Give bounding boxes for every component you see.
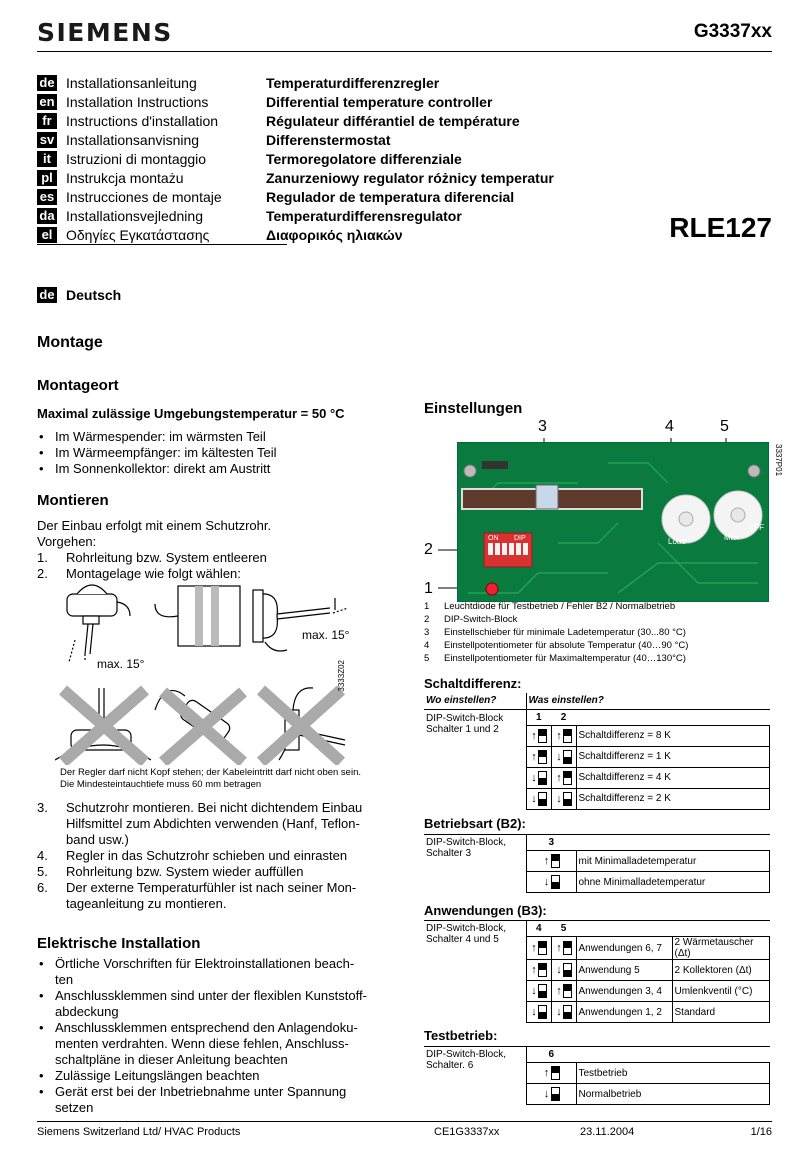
footer-date: 23.11.2004 (580, 1126, 635, 1138)
step-number: 4. (37, 848, 48, 863)
lang-title: Installationsvejledning (66, 207, 203, 224)
arrow-down-icon: ↓ (531, 1006, 537, 1018)
board-label-off: OFF (748, 523, 764, 532)
arrow-up-icon: ↑ (556, 985, 562, 997)
testbetrieb-heading: Testbetrieb: (424, 1028, 498, 1043)
lang-subtitle: Temperaturdifferenzregler (266, 74, 440, 91)
application-text: Anwendungen 6, 7 (576, 937, 672, 960)
application-desc: Umlenkventil (°C) (672, 981, 770, 1002)
col-switch-2: 2 (560, 711, 567, 723)
lang-subtitle: Termoregolatore differenziale (266, 150, 462, 167)
switch-on-icon (538, 963, 547, 977)
where-cell (424, 709, 526, 809)
switch-off-icon (551, 875, 560, 889)
lang-row-fr (37, 111, 597, 130)
board-legend (424, 600, 770, 665)
arrow-up-icon: ↑ (531, 942, 537, 954)
lang-title: Installationsanleitung (66, 74, 197, 91)
lang-code: de (37, 287, 57, 303)
caption-line: Die Mindesteintauchtiefe muss 60 mm betragen (60, 779, 262, 790)
board-label-dip: DIP (514, 535, 526, 542)
mount-wrong-1 (55, 688, 151, 762)
step-number: 6. (37, 880, 48, 895)
switch-on-icon (563, 984, 572, 998)
step-item (37, 800, 372, 848)
callout-3: 3 (538, 418, 547, 435)
mount-correct-1 (67, 585, 130, 662)
lang-subtitle: Differential temperature controller (266, 93, 493, 110)
ort-list (37, 429, 397, 477)
fig-caption (60, 767, 400, 791)
lang-code: sv (37, 132, 57, 148)
step-text: Montagelage wie folgt wählen: (66, 566, 241, 581)
callout-4: 4 (665, 418, 674, 435)
montage-heading: Montage (37, 334, 103, 351)
where-cell (424, 1047, 526, 1105)
switch-on-icon (563, 941, 572, 955)
col-head-what: Was einstellen? (526, 693, 770, 709)
legend-number: 5 (424, 653, 430, 664)
arrow-down-icon: ↓ (531, 985, 537, 997)
where-cell (424, 921, 526, 1023)
legend-item (424, 652, 770, 665)
legend-text: Einstellschieber für minimale Ladetemperatur (30...80 °C) (444, 627, 686, 638)
mount-correct-2 (155, 586, 240, 646)
board-label-max: Max (724, 533, 740, 542)
lang-code: pl (37, 170, 57, 186)
setting-text: mit Minimalladetemperatur (576, 851, 770, 872)
steps-list-a (37, 550, 397, 582)
header-rule (37, 51, 772, 52)
lang-title: Οδηγίες Εγκατάστασης (66, 226, 210, 243)
application-text: Anwendungen 1, 2 (576, 1002, 672, 1023)
mount-wrong-3 (261, 688, 345, 762)
where-line: DIP-Switch-Block, (426, 1049, 507, 1060)
switch-off-icon (563, 750, 572, 764)
application-text: Anwendung 5 (576, 960, 672, 981)
legend-item (424, 626, 770, 639)
switch-off-icon (538, 984, 547, 998)
siemens-logo: SIEMENS (37, 18, 173, 47)
lang-title: Installationsanvisning (66, 131, 200, 148)
model-number: RLE127 (669, 212, 772, 243)
where-line: Schalter 4 und 5 (426, 934, 499, 945)
col-switch-5: 5 (560, 923, 567, 934)
arrow-down-icon: ↓ (556, 964, 562, 976)
lang-code: da (37, 208, 57, 224)
anwendungen-table (424, 920, 770, 1023)
schaltdifferenz-table (424, 693, 770, 810)
where-line: Schalter 3 (426, 848, 472, 859)
lang-code: it (37, 151, 57, 167)
switch-on-icon (538, 750, 547, 764)
board-code: 3337P01 (774, 444, 783, 477)
list-item: • Zulässige Leitungslängen beachten (37, 1068, 372, 1084)
step-item (37, 880, 372, 912)
step-number: 2. (37, 566, 48, 581)
setting-text: Schaltdifferenz = 8 K (576, 725, 770, 746)
arrow-up-icon: ↑ (531, 729, 537, 742)
where-line: DIP-Switch-Block, (426, 923, 507, 934)
switch-off-icon (563, 792, 572, 806)
switch-off-icon (551, 1087, 560, 1101)
list-item: • Im Wärmespender: im wärmsten Teil (37, 429, 397, 445)
lang-row-da (37, 206, 597, 225)
step-number: 3. (37, 800, 48, 815)
application-desc: 2 Kollektoren (Δt) (672, 960, 770, 981)
application-text: Anwendungen 3, 4 (576, 981, 672, 1002)
montieren-heading: Montieren (37, 492, 109, 509)
arrow-up-icon: ↑ (531, 750, 537, 763)
lang-title: Instrucciones de montaje (66, 188, 222, 205)
lang-title: Instructions d'installation (66, 112, 219, 129)
circuit-board-photo (457, 442, 769, 602)
where-line: Schalter. 6 (426, 1060, 474, 1071)
switch-off-icon (563, 963, 572, 977)
mount-wrong-2 (155, 690, 243, 762)
col-switch-4: 4 (526, 921, 551, 937)
where-line: DIP-Switch-Block, (426, 837, 507, 848)
max-temp-text: Maximal zulässige Umgebungstemperatur = 50 °C (37, 406, 345, 421)
step-text: Rohrleitung bzw. System wieder auffüllen (66, 864, 304, 879)
arrow-down-icon: ↓ (543, 1088, 550, 1100)
list-item: • Örtliche Vorschriften für Elektroinstallationen beach-ten (37, 956, 372, 988)
arrow-up-icon: ↑ (543, 855, 550, 867)
switch-on-icon (538, 941, 547, 955)
col-switch-6: 6 (526, 1047, 576, 1063)
setting-text: Schaltdifferenz = 4 K (576, 767, 770, 788)
step-number: 5. (37, 864, 48, 879)
setting-text: Normalbetrieb (576, 1084, 770, 1105)
fig-max-angle-1: max. 15° (302, 628, 350, 642)
where-line: DIP-Switch-Block (426, 712, 504, 724)
callout-1: 1 (424, 580, 433, 597)
montieren-intro-1: Der Einbau erfolgt mit einem Schutzrohr. (37, 518, 272, 533)
list-item: • Gerät erst bei der Inbetriebnahme unter Spannung setzen (37, 1084, 372, 1116)
setting-text: Schaltdifferenz = 2 K (576, 788, 770, 809)
arrow-up-icon: ↑ (556, 942, 562, 954)
col-head-where: Wo einstellen? (426, 695, 497, 707)
legend-number: 4 (424, 640, 430, 651)
lang-title: Instrukcja montażu (66, 169, 184, 186)
schaltdifferenz-heading: Schaltdifferenz: (424, 676, 522, 691)
step-item (37, 848, 372, 864)
switch-on-icon (538, 729, 547, 743)
caption-line: Der Regler darf nicht Kopf stehen; der Kabeleintritt darf nicht oben sein. (60, 767, 362, 778)
legend-number: 2 (424, 614, 430, 625)
callout-5: 5 (720, 418, 729, 435)
arrow-down-icon: ↓ (531, 792, 537, 805)
lang-title: Installation Instructions (66, 93, 209, 110)
board-label-on: ON (488, 535, 499, 542)
arrow-up-icon: ↑ (543, 1067, 550, 1079)
switch-off-icon (538, 792, 547, 806)
switch-on-icon (551, 854, 560, 868)
arrow-down-icon: ↓ (531, 771, 537, 784)
montieren-intro-2: Vorgehen: (37, 534, 97, 549)
where-line: Schalter 1 und 2 (426, 723, 499, 735)
switch-off-icon (563, 1005, 572, 1019)
lang-row-pl (37, 168, 597, 187)
lang-row-en (37, 92, 597, 111)
board-label-load: Load (668, 537, 686, 546)
arrow-down-icon: ↓ (543, 876, 550, 888)
step-text: Der externe Temperaturfühler ist nach seiner Mon-tageanleitung zu montieren. (66, 880, 357, 911)
switch-on-icon (563, 771, 572, 785)
legend-number: 1 (424, 601, 430, 612)
lang-row-es (37, 187, 597, 206)
lang-subtitle: Differenstermostat (266, 131, 391, 148)
montageort-heading: Montageort (37, 377, 119, 394)
elektro-list (37, 956, 372, 1116)
step-text: Regler in das Schutzrohr schieben und einrasten (66, 848, 348, 863)
lang-subtitle: Régulateur différantiel de température (266, 112, 520, 129)
lang-row-de (37, 73, 597, 92)
testbetrieb-table (424, 1046, 770, 1105)
lang-code: en (37, 94, 57, 110)
arrow-up-icon: ↑ (556, 771, 562, 784)
where-cell (424, 835, 526, 893)
setting-text: ohne Minimalladetemperatur (576, 872, 770, 893)
legend-item (424, 600, 770, 613)
fig-code: 3333Z02 (337, 660, 346, 692)
legend-text: DIP-Switch-Block (444, 614, 518, 625)
col-switch-1: 1 (526, 709, 551, 725)
arrow-down-icon: ↓ (556, 750, 562, 763)
fig-max-angle-2: max. 15° (97, 657, 145, 671)
lang-subtitle: Temperaturdifferensregulator (266, 207, 462, 224)
step-item (37, 550, 397, 566)
footer-page: 1/16 (750, 1126, 772, 1138)
arrow-up-icon: ↑ (556, 729, 562, 742)
title-rule (37, 244, 287, 245)
list-item: • Im Wärmeempfänger: im kältesten Teil (37, 445, 397, 461)
step-item (37, 864, 372, 880)
elektro-heading: Elektrische Installation (37, 935, 201, 952)
arrow-down-icon: ↓ (556, 1006, 562, 1018)
switch-off-icon (538, 771, 547, 785)
mounting-figure (55, 580, 355, 765)
step-number: 1. (37, 550, 48, 565)
switch-on-icon (551, 1066, 560, 1080)
section-language (37, 287, 121, 303)
document-id: G3337xx (693, 21, 772, 42)
step-text: Schutzrohr montieren. Bei nicht dichtendem Einbau Hilfsmittel zum Abdichten verwenden (Hanf, Teflon-band usw.) (66, 800, 363, 847)
list-item: • Im Sonnenkollektor: direkt am Austritt (37, 461, 397, 477)
switch-off-icon (538, 1005, 547, 1019)
list-item: • Anschlussklemmen sind unter der flexiblen Kunststoff-abdeckung (37, 988, 372, 1020)
arrow-down-icon: ↓ (556, 792, 562, 805)
callout-2: 2 (424, 541, 433, 558)
setting-text: Schaltdifferenz = 1 K (576, 746, 770, 767)
application-desc: 2 Wärmetauscher (Δt) (672, 937, 770, 960)
einstellungen-heading: Einstellungen (424, 400, 523, 417)
legend-number: 3 (424, 627, 430, 638)
lang-label: Deutsch (66, 287, 122, 303)
lang-code: fr (37, 113, 57, 129)
steps-list-b (37, 800, 372, 912)
footer-company: Siemens Switzerland Ltd/ HVAC Products (37, 1126, 241, 1138)
lang-row-it (37, 149, 597, 168)
setting-text: Testbetrieb (576, 1063, 770, 1084)
switch-on-icon (563, 729, 572, 743)
lang-code: es (37, 189, 57, 205)
lang-subtitle: Zanurzeniowy regulator różnicy temperatur (266, 169, 554, 186)
legend-text: Einstellpotentiometer für Maximaltemperatur (40…130°C) (444, 653, 686, 664)
step-text: Rohrleitung bzw. System entleeren (66, 550, 267, 565)
betriebsart-table (424, 834, 770, 893)
application-desc: Standard (672, 1002, 770, 1023)
lang-row-sv (37, 130, 597, 149)
footer-code: CE1G3337xx (434, 1126, 500, 1138)
legend-text: Einstellpotentiometer für absolute Temperatur (40…90 °C) (444, 640, 689, 651)
betriebsart-heading: Betriebsart (B2): (424, 816, 526, 831)
lang-title: Istruzioni di montaggio (66, 150, 207, 167)
board-traces (458, 443, 769, 602)
lang-code: el (37, 227, 57, 243)
legend-item (424, 639, 770, 652)
lang-row-el (37, 225, 597, 244)
lang-subtitle: Διαφορικός ηλιακών (266, 226, 403, 243)
anwendungen-heading: Anwendungen (B3): (424, 903, 547, 918)
legend-text: Leuchtdiode für Testbetrieb / Fehler B2 / Normalbetrieb (444, 601, 676, 612)
legend-item (424, 613, 770, 626)
arrow-up-icon: ↑ (531, 964, 537, 976)
led-indicator (486, 583, 498, 595)
col-switch-3: 3 (526, 835, 576, 851)
list-item: • Anschlussklemmen entsprechend den Anlagendoku-menten verdrahten. Wenn diese fehlen, Anschluss-schaltpläne in dieser Anleitung beachten (37, 1020, 372, 1068)
lang-subtitle: Regulador de temperatura diferencial (266, 188, 515, 205)
footer-rule (37, 1121, 772, 1122)
lang-code: de (37, 75, 57, 91)
